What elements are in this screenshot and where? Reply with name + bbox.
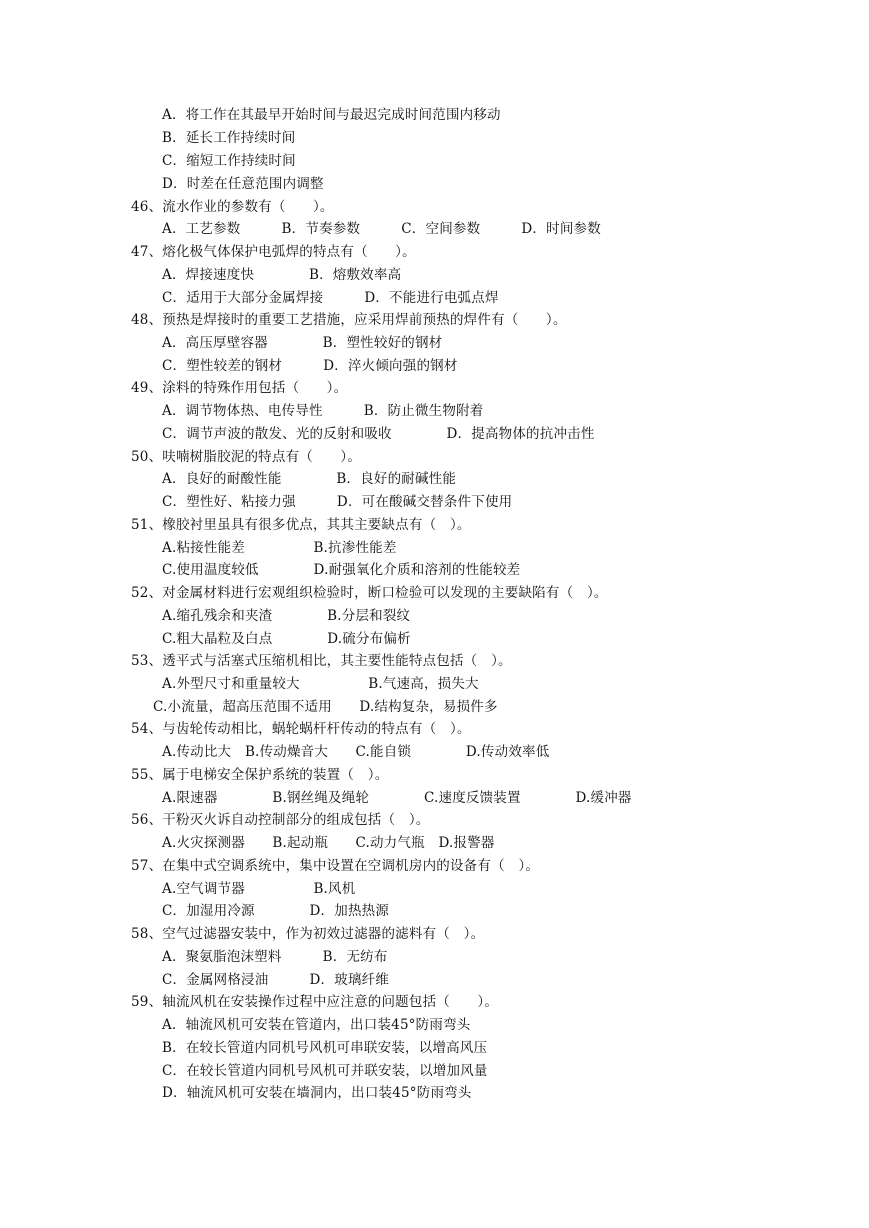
question-56: 56、干粉灭火诉自动控制部分的组成包括（ ）。 — [131, 812, 430, 828]
option-line: A．高压厚壁容器 B．塑性较好的钢材 — [162, 335, 443, 351]
option-line: A.限速器 B.钢丝绳及绳轮 C.速度反馈装置 D.缓冲器 — [162, 790, 632, 806]
question-58: 58、空气过滤器安装中，作为初效过滤器的滤料有（ ）。 — [131, 926, 485, 942]
option-line: A．良好的耐酸性能 B．良好的耐碱性能 — [162, 471, 457, 487]
option-line: C．在较长管道内同机号风机可并联安装，以增加风量 — [162, 1063, 488, 1079]
question-50: 50、呋喃树脂胶泥的特点有（ ）。 — [131, 449, 362, 465]
option-line: C．调节声波的散发、光的反射和吸收 D．提高物体的抗冲击性 — [162, 426, 595, 442]
option-line: C．缩短工作持续时间 — [162, 153, 296, 169]
option-line: A．调节物体热、电传导性 B．防止微生物附着 — [162, 403, 484, 419]
option-line: B．在较长管道内同机号风机可串联安装，以增高风压 — [162, 1040, 488, 1056]
question-52: 52、对金属材料进行宏观组织检验时，断口检验可以发现的主要缺陷有（ ）。 — [131, 585, 608, 601]
option-line: C．塑性较差的钢材 D．淬火倾向强的钢材 — [162, 358, 458, 374]
option-line: C．塑性好、粘接力强 D．可在酸碱交替条件下使用 — [162, 494, 513, 510]
option-line: A.粘接性能差 B.抗渗性能差 — [162, 540, 397, 556]
option-line: D．时差在任意范围内调整 — [162, 176, 324, 192]
option-line: C．适用于大部分金属焊接 D．不能进行电弧点焊 — [162, 290, 499, 306]
option-line: A.空气调节器 B.风机 — [162, 881, 356, 897]
option-line: C.粗大晶粒及白点 D.硫分布偏析 — [162, 631, 411, 647]
option-line: C.使用温度较低 D.耐强氧化介质和溶剂的性能较差 — [162, 562, 521, 578]
option-line: A．轴流风机可安装在管道内，出口装45°防雨弯头 — [162, 1017, 471, 1033]
option-line: A.传动比大 B.传动燥音大 C.能自锁 D.传动效率低 — [162, 744, 550, 760]
question-49: 49、涂料的特殊作用包括（ ）。 — [131, 380, 348, 396]
option-line: C．加湿用冷源 D．加热热源 — [162, 903, 390, 919]
question-47: 47、熔化极气体保护电弧焊的特点有（ ）。 — [131, 244, 416, 260]
question-54: 54、与齿轮传动相比，蜗轮蜗杆杆传动的特点有（ ）。 — [131, 721, 471, 737]
option-line: A．聚氨脂泡沫塑料 B．无纺布 — [162, 949, 388, 965]
option-line: A．工艺参数 B．节奏参数 C．空间参数 D．时间参数 — [162, 221, 601, 237]
question-53: 53、透平式与活塞式压缩机相比，其主要性能特点包括（ ）。 — [131, 653, 512, 669]
question-55: 55、属于电梯安全保护系统的装置（ ）。 — [131, 767, 389, 783]
question-59: 59、轴流风机在安装操作过程中应注意的问题包括（ ）。 — [131, 994, 499, 1010]
question-48: 48、预热是焊接时的重要工艺措施，应采用焊前预热的焊件有（ ）。 — [131, 312, 567, 328]
option-line: C．金属网格浸油 D．玻璃纤维 — [162, 972, 390, 988]
option-line: B．延长工作持续时间 — [162, 130, 296, 146]
question-46: 46、流水作业的参数有（ ）。 — [131, 199, 334, 215]
option-line: A．将工作在其最早开始时间与最迟完成时间范围内移动 — [162, 107, 501, 123]
option-line: C.小流量，超高压范围不适用 D.结构复杂，易损件多 — [153, 699, 498, 715]
option-line: D．轴流风机可安装在墙洞内，出口装45°防雨弯头 — [162, 1085, 472, 1101]
option-line: A．焊接速度快 B．熔敷效率高 — [162, 267, 402, 283]
option-line: A.火灾探测器 B.起动瓶 C.动力气瓶 D.报警器 — [162, 835, 495, 851]
option-line: A.外型尺寸和重量较大 B.气速高，损失大 — [162, 676, 479, 692]
question-57: 57、在集中式空调系统中，集中设置在空调机房内的设备有（ ）。 — [131, 858, 540, 874]
question-51: 51、橡胶衬里虽具有很多优点，其其主要缺点有（ ）。 — [131, 517, 471, 533]
option-line: A.缩孔残余和夹渣 B.分层和裂纹 — [162, 608, 411, 624]
